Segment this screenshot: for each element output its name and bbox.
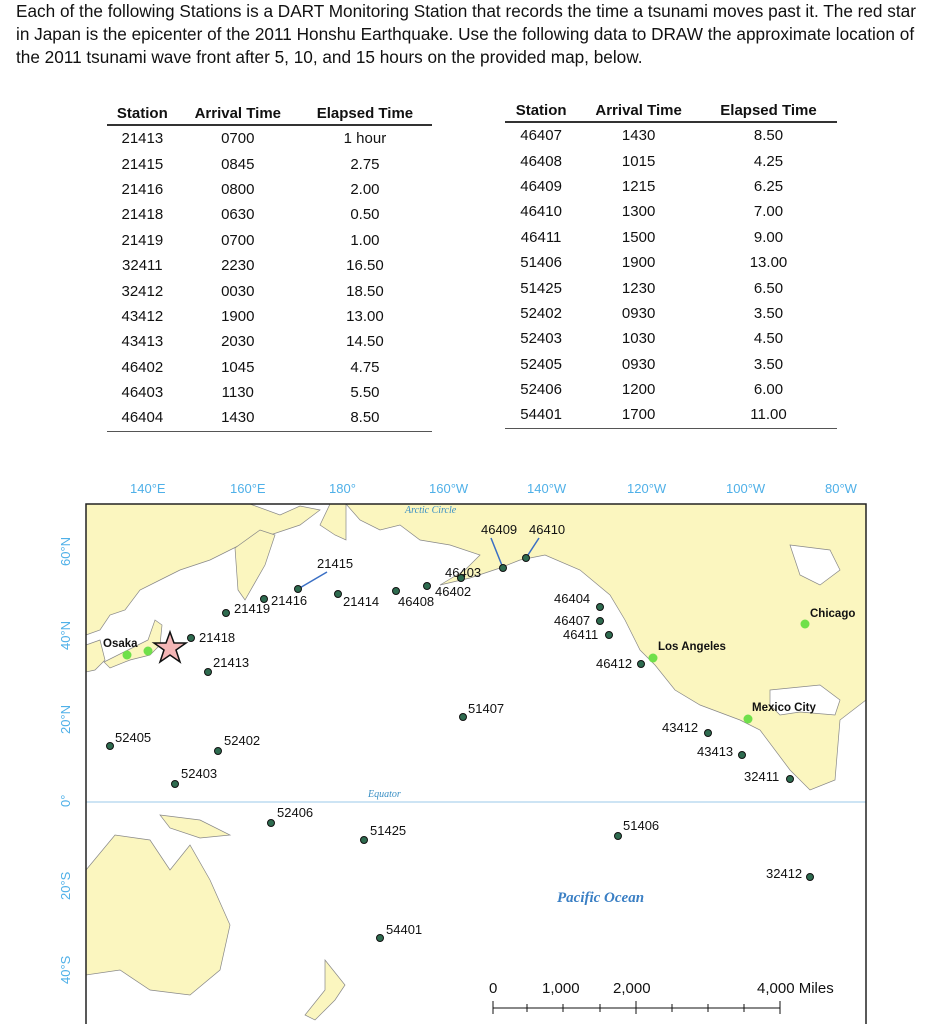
arrival-time: 0700 — [221, 130, 255, 148]
australia — [86, 835, 230, 995]
station-id: 46411 — [520, 228, 562, 246]
station-marker-icon — [361, 837, 368, 844]
arrival-time: 0930 — [621, 304, 656, 322]
city-marker-icon — [649, 654, 658, 663]
elapsed-time: 1.00 — [350, 231, 380, 249]
city-marker-icon — [801, 620, 810, 629]
station-id: 54401 — [505, 402, 577, 428]
arrival-time: 1045 — [221, 358, 255, 376]
station-label: 46408 — [398, 594, 435, 609]
station-label: 32411 — [744, 769, 780, 784]
station-marker-icon — [424, 583, 431, 590]
station-marker-icon — [597, 604, 604, 611]
station-label: 21414 — [343, 594, 380, 609]
scale-1000: 1,000 — [542, 980, 580, 997]
station-id: 43413 — [121, 333, 164, 351]
station-label: 51406 — [623, 818, 660, 833]
arrival-time: 1430 — [178, 405, 298, 431]
station-label: 43413 — [697, 744, 734, 759]
elapsed-time: 3.50 — [753, 355, 784, 373]
station-id: 46404 — [107, 405, 178, 431]
station-marker-icon — [377, 935, 384, 942]
city-label: Osaka — [103, 638, 138, 650]
station-label: 46411 — [563, 627, 599, 642]
elapsed-time: 7.00 — [753, 203, 784, 221]
arrival-time: 1200 — [621, 381, 656, 399]
station-id: 52405 — [520, 355, 562, 373]
arrival-time: 1230 — [621, 279, 656, 297]
station-label: 51425 — [370, 823, 407, 838]
station-marker-icon — [606, 632, 613, 639]
latitude-label: 20°S — [58, 871, 73, 900]
elapsed-time: 6.50 — [753, 279, 784, 297]
longitude-label: 140°E — [130, 481, 166, 496]
col-elapsed: Elapsed Time — [700, 99, 837, 122]
station-id: 52402 — [520, 304, 562, 322]
col-station: Station — [107, 102, 178, 125]
station-marker-icon — [597, 618, 604, 625]
station-id: 46408 — [520, 152, 562, 170]
new-zealand — [305, 960, 345, 1020]
station-marker-icon — [807, 874, 814, 881]
elapsed-time: 4.25 — [753, 152, 784, 170]
elapsed-time: 2.75 — [350, 155, 380, 173]
elapsed-time: 16.50 — [346, 257, 384, 275]
station-marker-icon — [268, 820, 275, 827]
station-marker-icon — [172, 781, 179, 788]
station-label: 46410 — [529, 522, 566, 537]
arrival-time: 1030 — [621, 330, 656, 348]
city-marker-icon — [744, 715, 753, 724]
station-label: 21418 — [199, 630, 236, 645]
longitude-label: 120°W — [627, 481, 667, 496]
arrival-time: 1900 — [221, 307, 255, 325]
latitude-label: 0° — [58, 794, 73, 807]
station-label: 52403 — [181, 766, 218, 781]
station-marker-icon — [223, 610, 230, 617]
station-label: 46407 — [554, 613, 591, 628]
land — [86, 504, 866, 1020]
latitude-label: 40°N — [58, 620, 73, 650]
elapsed-time: 1 hour — [343, 130, 387, 148]
station-label: 32412 — [766, 866, 803, 881]
station-label: 52402 — [224, 733, 261, 748]
station-id: 46407 — [520, 127, 562, 145]
city-marker-icon — [123, 651, 132, 660]
station-id: 21416 — [121, 180, 164, 198]
station-id: 32411 — [122, 257, 163, 275]
latitude-label: 20°N — [58, 704, 73, 734]
station-id: 21419 — [121, 231, 164, 249]
city-label: Chicago — [810, 608, 856, 620]
station-id: 21418 — [121, 206, 164, 224]
arrival-time: 1015 — [621, 152, 656, 170]
station-marker-icon — [705, 730, 712, 737]
station-label: 21419 — [234, 601, 271, 616]
station-label: 46402 — [435, 584, 472, 599]
station-marker-icon — [523, 555, 530, 562]
station-marker-icon — [295, 586, 302, 593]
arrival-time: 1130 — [221, 384, 254, 402]
city-label: Los Angeles — [658, 641, 726, 653]
station-id: 46409 — [520, 177, 562, 195]
station-marker-icon — [500, 565, 507, 572]
elapsed-time: 8.50 — [298, 405, 432, 431]
arrival-time: 0630 — [221, 206, 255, 224]
station-id: 32412 — [121, 282, 164, 300]
chukotka — [320, 504, 346, 540]
latitude-label: 40°S — [58, 955, 73, 984]
elapsed-time: 4.50 — [753, 330, 784, 348]
elapsed-time: 6.25 — [753, 177, 784, 195]
arrival-time: 0030 — [221, 282, 255, 300]
asia-landmass — [86, 504, 320, 635]
station-marker-icon — [205, 669, 212, 676]
longitude-label: 160°W — [429, 481, 469, 496]
station-id: 46403 — [121, 384, 164, 402]
station-marker-icon — [188, 635, 195, 642]
col-arrival: Arrival Time — [178, 102, 298, 125]
elapsed-time: 11.00 — [700, 402, 837, 428]
scale-bar — [493, 1001, 780, 1014]
station-label: 52405 — [115, 730, 152, 745]
station-label: 52406 — [277, 805, 314, 820]
station-label: 43412 — [662, 720, 699, 735]
station-label: 46409 — [481, 522, 518, 537]
station-id: 51406 — [520, 254, 562, 272]
elapsed-time: 8.50 — [753, 127, 784, 145]
longitude-label: 160°E — [230, 481, 266, 496]
elapsed-time: 0.50 — [350, 206, 380, 224]
arrival-time: 0700 — [221, 231, 255, 249]
station-leader-line — [298, 572, 327, 589]
pacific-ocean-label: Pacific Ocean — [557, 890, 645, 906]
equator-label: Equator — [368, 789, 401, 800]
arrival-time: 1900 — [621, 254, 656, 272]
elapsed-time: 5.50 — [350, 384, 380, 402]
elapsed-time: 13.00 — [749, 254, 788, 272]
longitude-label: 100°W — [726, 481, 766, 496]
station-label: 21413 — [213, 655, 250, 670]
station-id: 46402 — [121, 358, 164, 376]
station-id: 43412 — [121, 307, 164, 325]
col-elapsed: Elapsed Time — [298, 102, 432, 125]
station-label: 46404 — [554, 591, 591, 606]
station-id: 52406 — [520, 381, 562, 399]
elapsed-time: 14.50 — [346, 333, 384, 351]
station-id: 52403 — [520, 330, 562, 348]
arrival-time: 1300 — [621, 203, 656, 221]
latitude-label: 60°N — [58, 536, 73, 566]
station-marker-icon — [215, 748, 222, 755]
station-label: 54401 — [386, 922, 423, 937]
elapsed-time: 3.50 — [753, 304, 784, 322]
arrival-time: 1700 — [577, 402, 700, 428]
station-marker-icon — [460, 714, 467, 721]
station-label: 46412 — [596, 656, 633, 671]
arrival-time: 1430 — [621, 127, 656, 145]
arctic-circle-label: Arctic Circle — [405, 505, 457, 516]
north-america — [346, 504, 866, 790]
station-marker-icon — [107, 743, 114, 750]
longitude-label: 140°W — [527, 481, 567, 496]
new-guinea — [160, 815, 230, 838]
elapsed-time: 4.75 — [350, 358, 380, 376]
arrival-time: 0845 — [221, 155, 255, 173]
col-arrival: Arrival Time — [577, 99, 700, 122]
elapsed-time: 2.00 — [350, 180, 380, 198]
scale-4000-miles: 4,000 Miles — [757, 980, 834, 997]
scale-0: 0 — [489, 980, 498, 997]
station-id: 46410 — [520, 203, 562, 221]
station-label: 21416 — [271, 593, 308, 608]
longitude-label: 80°W — [825, 481, 857, 496]
elapsed-time: 6.00 — [753, 381, 784, 399]
arrival-time: 1500 — [621, 228, 656, 246]
arrival-time: 0800 — [221, 180, 255, 198]
arrival-time: 2230 — [221, 257, 255, 275]
city-label: Mexico City — [752, 702, 816, 714]
longitude-label: 180° — [329, 481, 356, 496]
station-label: 51407 — [468, 701, 505, 716]
station-label: 21415 — [317, 556, 354, 571]
elapsed-time: 18.50 — [346, 282, 384, 300]
instructions: Each of the following Stations is a DART Monitoring Station that records the time a tsunami moves past it. The red star in Japan is the epicenter of the 2011 Honshu Earthquake. Use the following data to DRAW the approximate location of the 2011 tsunami wave front after 5, 10, and 15 hours on the provided map, below. — [16, 1, 916, 67]
station-label: 46403 — [445, 565, 482, 580]
scale-2000: 2,000 — [613, 980, 651, 997]
station-marker-icon — [638, 661, 645, 668]
arrival-time: 1215 — [621, 177, 656, 195]
station-marker-icon — [615, 833, 622, 840]
arrival-time: 0930 — [621, 355, 656, 373]
station-marker-icon — [335, 591, 342, 598]
station-id: 21415 — [121, 155, 164, 173]
arrival-time: 2030 — [221, 333, 255, 351]
station-id: 21413 — [121, 130, 164, 148]
station-marker-icon — [787, 776, 794, 783]
station-id: 51425 — [520, 279, 562, 297]
col-station: Station — [505, 99, 577, 122]
elapsed-time: 13.00 — [346, 307, 384, 325]
city-marker-icon — [144, 647, 153, 656]
elapsed-time: 9.00 — [753, 228, 784, 246]
station-marker-icon — [739, 752, 746, 759]
